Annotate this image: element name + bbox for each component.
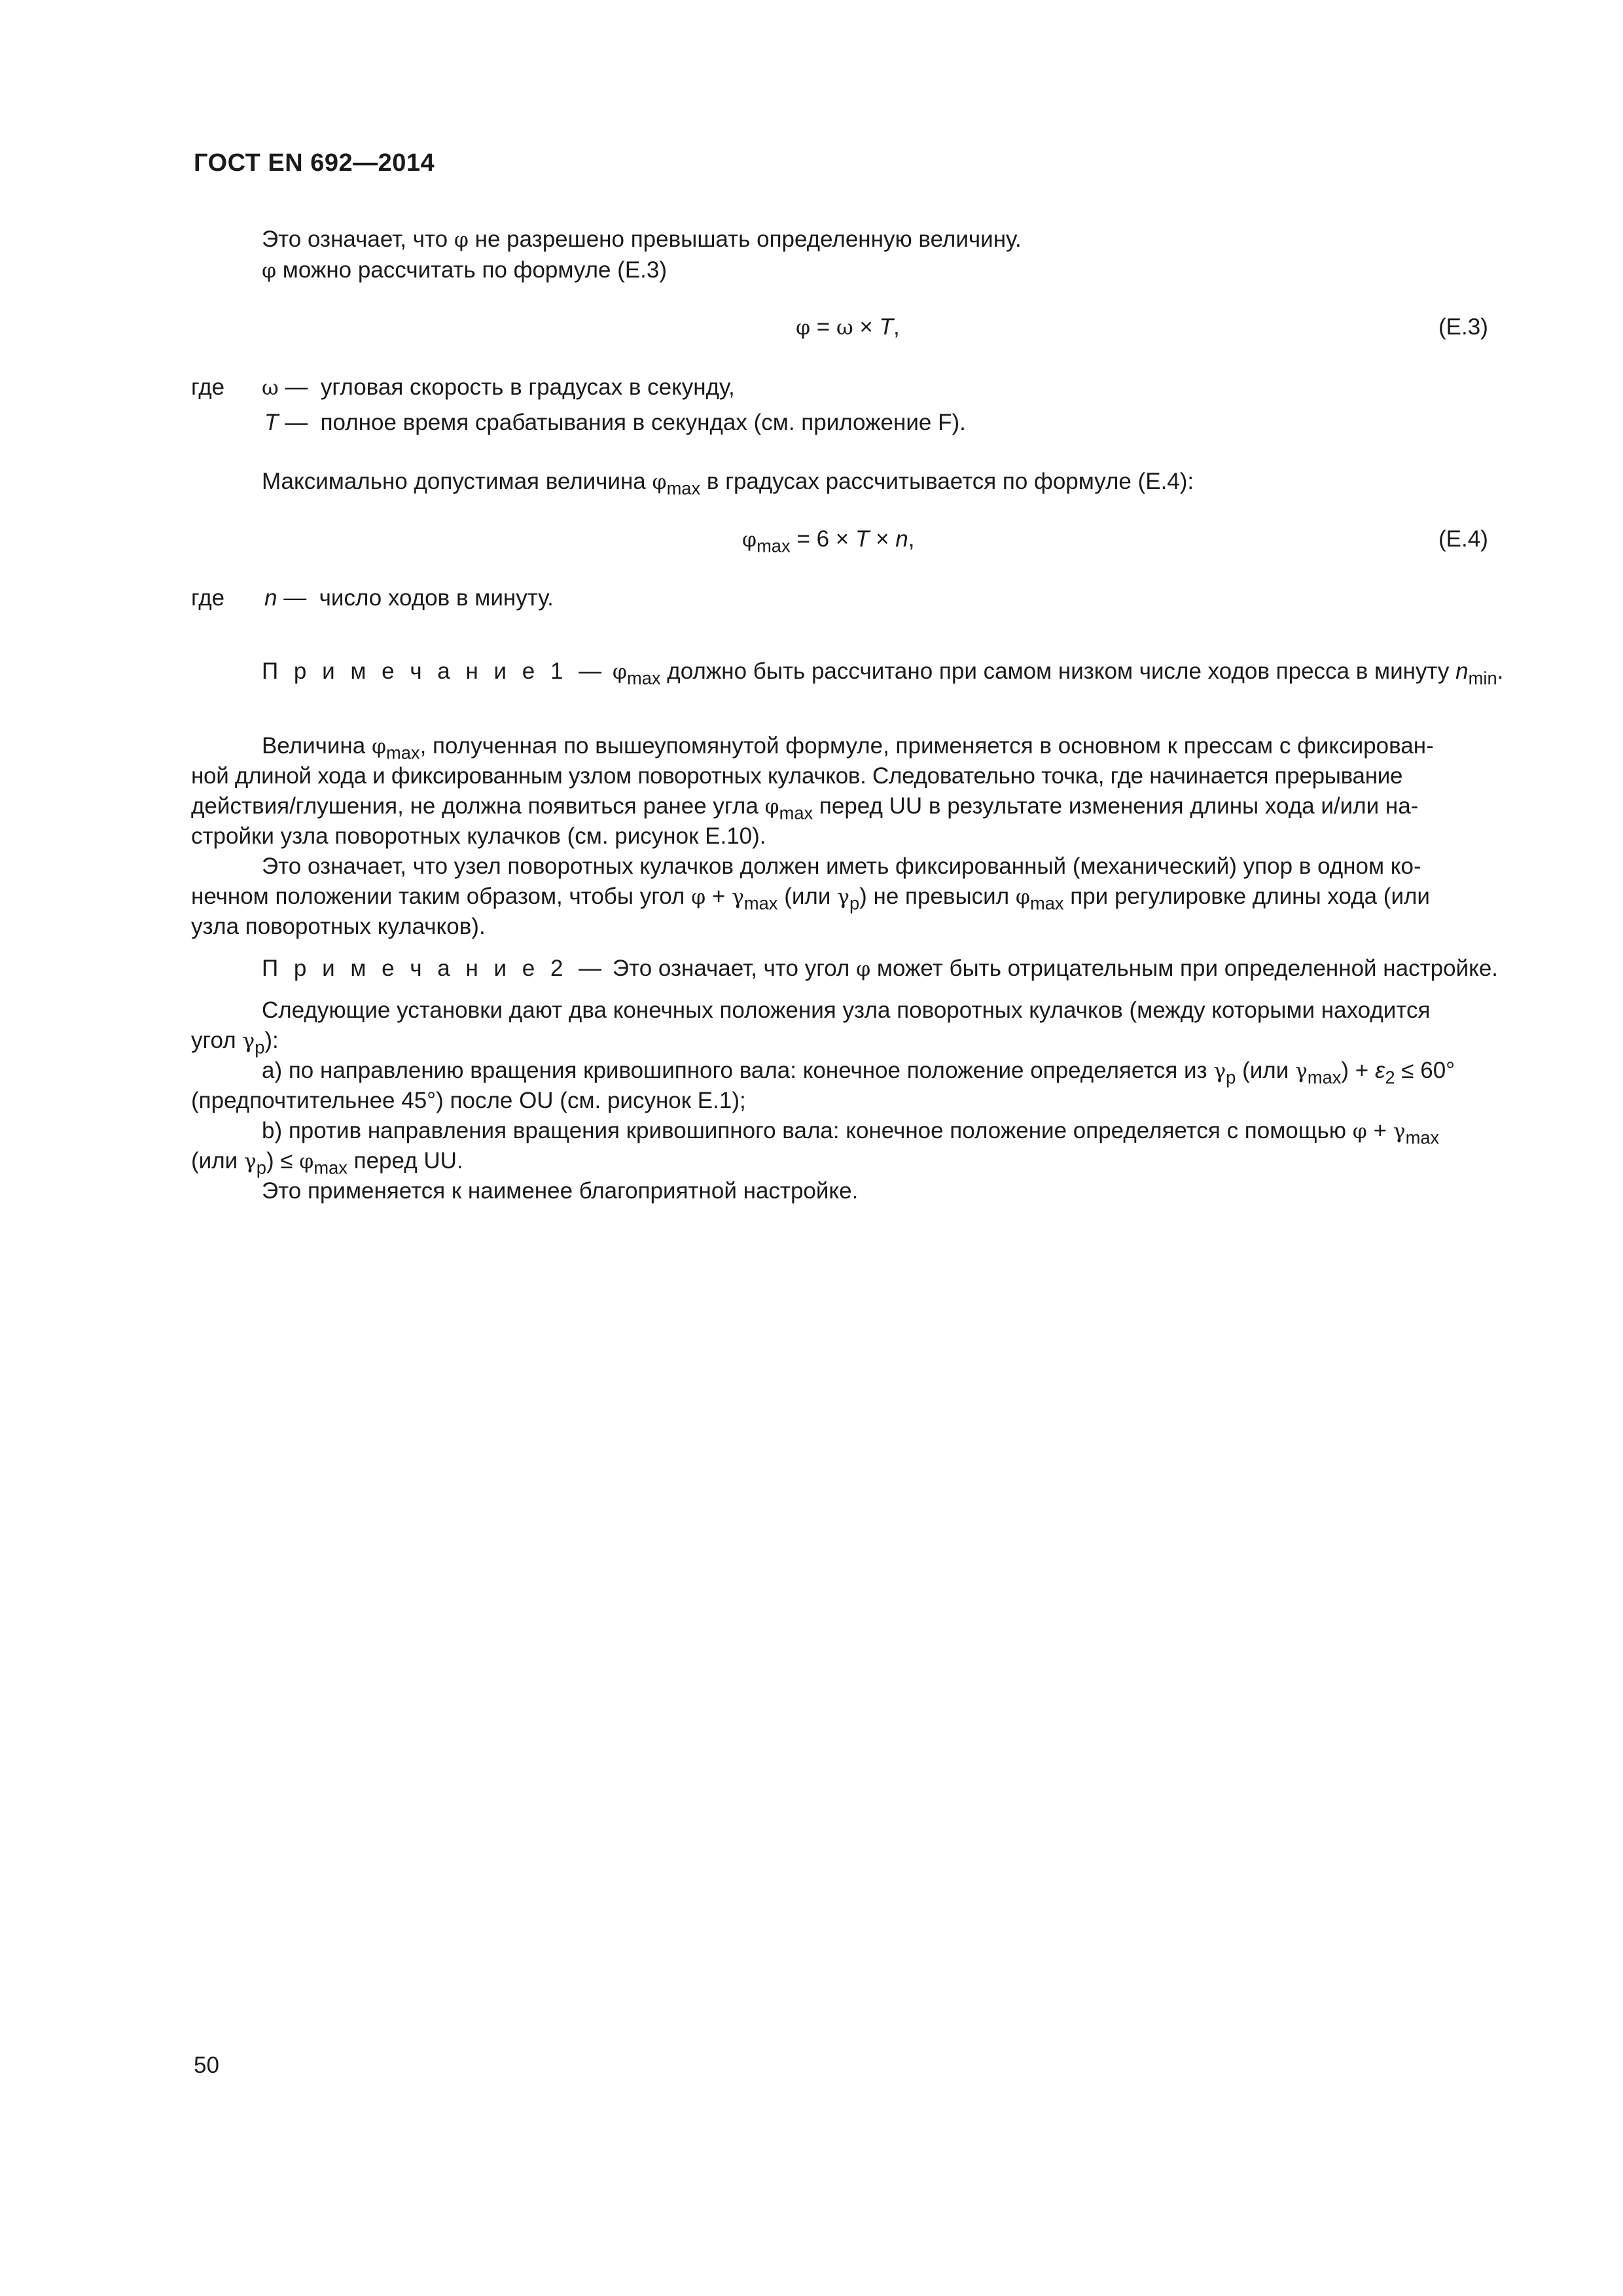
t-symbol: T (855, 526, 870, 552)
dash: — (283, 585, 307, 611)
paragraph-line: Это применяется к наименее благоприятной настройке. (262, 1178, 859, 1204)
times-sign: × (876, 526, 889, 552)
list-item-b (262, 1119, 1439, 1147)
text-run: полное время срабатывания в секундах (см. приложение F). (320, 410, 966, 435)
text-run: a) по направлению вращения кривошипного вала: конечное положение определяется из (262, 1058, 1207, 1083)
text-run: перед UU. (353, 1148, 463, 1174)
phi-symbol: φ (796, 316, 811, 340)
gamma-symbol: γ (242, 1030, 255, 1053)
dash: — (285, 374, 308, 400)
text-run: нечном положении таким образом, чтобы угол (191, 884, 685, 909)
text-run: при регулировке длины хода (или (1070, 884, 1430, 909)
phi-symbol: φ (764, 795, 779, 819)
text-run: (или (784, 884, 831, 909)
paragraph-line (191, 795, 1418, 822)
plus-sign: + (1373, 1118, 1387, 1143)
text-run: может быть отрицательным при определенной настройке. (876, 956, 1499, 981)
gamma-symbol: γ (1295, 1060, 1308, 1083)
subscript: max (757, 535, 791, 556)
subscript: max (626, 668, 661, 689)
subscript: max (1405, 1127, 1440, 1148)
document-header: ГОСТ EN 692—2014 (194, 149, 435, 177)
text-run: число ходов в минуту. (319, 585, 554, 611)
text-run: ) не превысил (859, 884, 1010, 909)
subscript: min (1468, 668, 1497, 689)
n-symbol: n (1455, 658, 1469, 684)
paragraph-line: ной длиной хода и фиксированным узлом поворотных кулачков. Следовательно точка, где начинается прерывание (191, 763, 1403, 789)
times-sign: × (859, 314, 873, 340)
equation-e3 (796, 315, 900, 339)
subscript: 2 (1385, 1067, 1395, 1088)
subscript: max (313, 1157, 348, 1178)
page-number: 50 (194, 2053, 219, 2078)
phi-symbol: φ (652, 471, 667, 494)
text-run: Величина (262, 733, 366, 759)
text-run: (или (191, 1148, 238, 1174)
text-run: b) против направления вращения кривошипного вала: конечное положение определяется с помощью (262, 1118, 1347, 1143)
omega-symbol: ω (262, 376, 279, 400)
note-label: П р и м е ч а н и е 1 — (262, 658, 607, 684)
text-run: Это означает, что (262, 226, 448, 252)
text-run: можно рассчитать по формуле (Е.3) (282, 257, 668, 283)
list-item-a (262, 1059, 1455, 1086)
gamma-symbol: γ (837, 886, 849, 909)
text-run: ≤ 60° (1401, 1058, 1455, 1083)
paragraph-line (262, 228, 1022, 251)
paragraph-line: узла поворотных кулачков). (191, 914, 486, 939)
number: 6 (816, 526, 830, 552)
note-1 (262, 660, 1503, 687)
subscript: max (1029, 893, 1064, 914)
times-sign: × (835, 526, 849, 552)
where-label: где (191, 374, 225, 400)
paragraph-line (191, 1149, 463, 1177)
phi-symbol: φ (454, 228, 469, 252)
text-run: ) ≤ (266, 1148, 293, 1174)
paragraph-line (262, 259, 667, 282)
text-run: действия/глушения, не должна появиться ранее угла (191, 793, 758, 819)
equation-e4 (742, 528, 914, 555)
paragraph-line: Это означает, что узел поворотных кулачков должен иметь фиксированный (механический) упор в одном ко- (262, 853, 1421, 879)
text-run: должно быть рассчитано при самом низком числе ходов пресса в минуту (667, 658, 1450, 684)
subscript: p (255, 1037, 265, 1058)
n-symbol: n (264, 585, 277, 611)
epsilon-symbol: ε (1374, 1058, 1385, 1083)
text-run: (или (1242, 1058, 1289, 1083)
paragraph-line (262, 734, 1434, 762)
equation-number-e4: (Е.4) (1438, 526, 1488, 552)
phi-symbol: φ (742, 528, 757, 552)
comma: , (893, 314, 900, 340)
subscript: max (666, 478, 701, 499)
period: . (1497, 658, 1504, 684)
phi-symbol: φ (612, 660, 627, 684)
equals-sign: = (816, 314, 830, 340)
subscript: p (1226, 1067, 1236, 1088)
plus-sign: + (711, 884, 726, 909)
paragraph-line (191, 885, 1430, 912)
text-run: Это означает, что угол (612, 956, 850, 981)
subscript: p (849, 893, 860, 914)
text-run: угловая скорость в градусах в секунду, (320, 374, 735, 400)
where-label: где (191, 585, 225, 611)
n-symbol: n (895, 526, 908, 552)
paragraph-line: угол $\gamma_p$): (191, 1028, 279, 1058)
gamma-symbol: γ (732, 886, 744, 909)
note-label: П р и м е ч а н и е 2 — (262, 956, 607, 981)
comma: , (908, 526, 915, 552)
text-run: угол (191, 1028, 236, 1053)
phi-symbol: φ (1015, 886, 1030, 909)
gamma-symbol: γ (1393, 1120, 1406, 1143)
dash: — (285, 410, 308, 435)
omega-symbol: ω (836, 316, 853, 340)
gamma-symbol: γ (243, 1150, 257, 1174)
equals-sign: = (796, 526, 810, 552)
text-run: , полученная по вышеупомянутой формуле, применяется в основном к прессам с фиксирован- (419, 733, 1434, 759)
equation-number-e3: (Е.3) (1438, 314, 1488, 340)
subscript: p (256, 1157, 266, 1178)
paragraph-line: Следующие установки дают два конечных положения узла поворотных кулачков (между которыми находится (262, 997, 1431, 1023)
text-run: не разрешено превышать определенную величину. (474, 226, 1022, 252)
phi-symbol: φ (1352, 1120, 1367, 1143)
subscript: max (386, 742, 420, 763)
definition-omega (262, 376, 735, 399)
phi-symbol: φ (371, 735, 386, 759)
phi-symbol: φ (691, 886, 706, 909)
definition-n (264, 586, 554, 609)
paragraph-line (262, 470, 1194, 497)
subscript: max (1307, 1067, 1342, 1088)
paragraph-line: стройки узла поворотных кулачков (см. рисунок Е.10). (191, 823, 766, 849)
t-symbol: T (264, 410, 279, 435)
t-symbol: T (879, 314, 893, 340)
definition-t (264, 411, 966, 434)
note-2 (262, 957, 1498, 980)
gamma-symbol: γ (1213, 1060, 1226, 1083)
paragraph-line: (предпочтительнее 45°) после OU (см. рисунок Е.1); (191, 1088, 746, 1113)
text-run: перед UU в результате изменения длины хода и/или на- (819, 793, 1419, 819)
phi-symbol: φ (856, 958, 871, 981)
phi-symbol: φ (262, 259, 277, 283)
subscript: max (743, 893, 778, 914)
text-run: ) + (1341, 1058, 1369, 1083)
text-run: Максимально допустимая величина (262, 469, 646, 494)
phi-symbol: φ (299, 1150, 314, 1174)
subscript: max (779, 802, 813, 823)
text-run: в градусах рассчитывается по формуле (Е.4): (706, 469, 1194, 494)
